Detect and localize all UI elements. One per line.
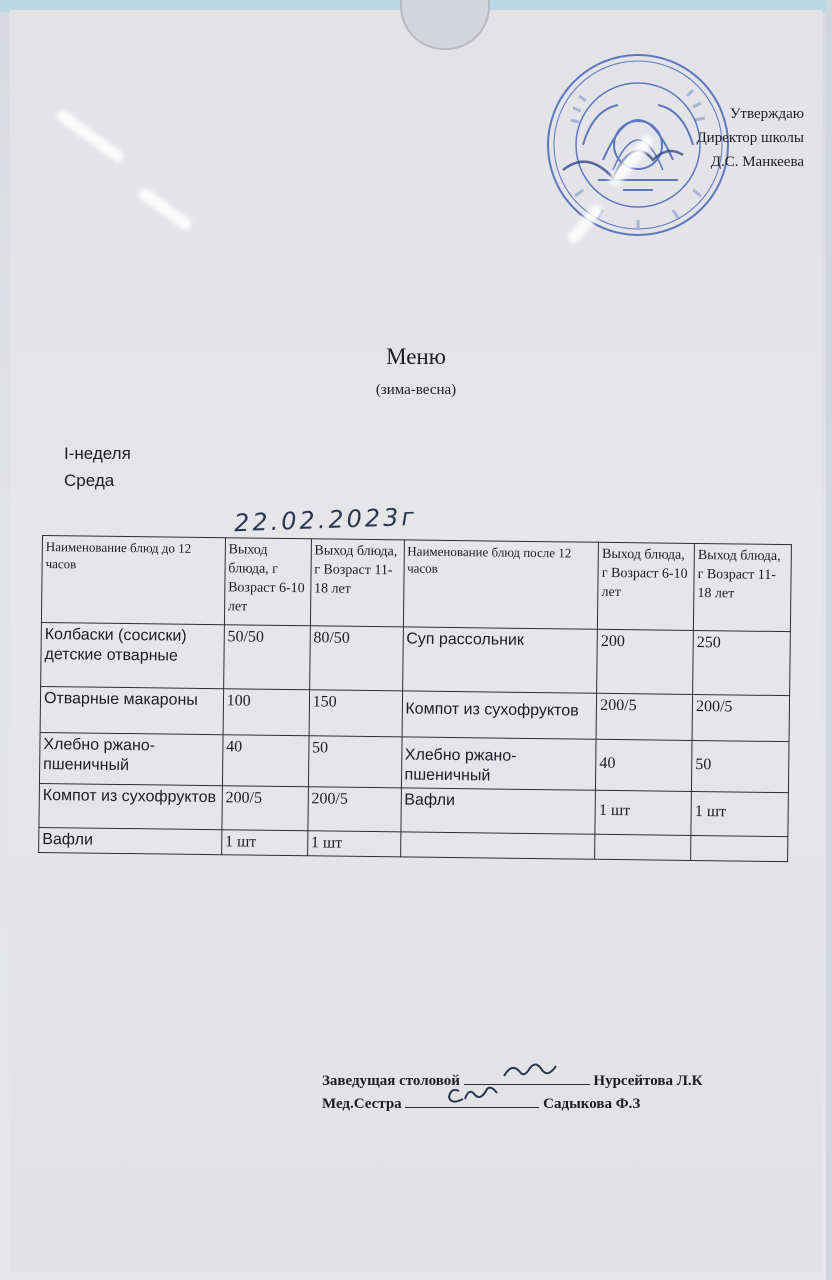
table-cell: 1 шт	[691, 791, 788, 836]
table-cell: Отварные макароны	[40, 686, 223, 734]
header-morning-yield-6-10: Выход блюда, г Возраст 6-10 лет	[224, 538, 311, 626]
menu-table	[38, 535, 792, 862]
table-cell: 50	[308, 736, 401, 788]
table-header-row	[41, 536, 791, 632]
handwritten-date: 22.02.2023г	[233, 502, 418, 538]
table-cell: 80/50	[309, 626, 403, 691]
table-cell: Компот из сухофруктов	[39, 783, 222, 829]
approval-block	[696, 102, 804, 174]
table-cell: Компот из сухофруктов	[402, 691, 597, 739]
table-cell: 200/5	[308, 787, 401, 832]
table-cell: 40	[222, 735, 309, 787]
table-cell: Вафли	[39, 827, 222, 854]
approval-name: Д.С. Манкеева	[710, 154, 804, 170]
header-afternoon-dish: Наименование блюд после 12 часов	[403, 540, 599, 629]
table-cell: 150	[309, 690, 402, 737]
page-title: Меню	[386, 344, 446, 369]
cafeteria-role: Заведущая столовой	[322, 1073, 460, 1089]
table-cell: 1 шт	[221, 830, 307, 856]
table-cell: 200	[597, 629, 694, 694]
table-cell: 1 шт	[595, 790, 691, 835]
table-cell: Суп рассольник	[402, 627, 597, 693]
header-morning-yield-11-18: Выход блюда, г Возраст 11-18 лет	[310, 539, 404, 627]
table-cell: 200/5	[692, 694, 789, 741]
table-cell: 1 шт	[307, 831, 400, 857]
table-cell: 40	[596, 739, 692, 791]
header-afternoon-yield-6-10: Выход блюда, г Возраст 6-10 лет	[598, 542, 695, 630]
table-cell: Колбаски (сосиски) детские отварные	[41, 622, 225, 688]
nurse-signature-row	[322, 1093, 703, 1116]
signature-line	[405, 1093, 539, 1108]
signature-block	[322, 1070, 703, 1116]
table-row	[39, 732, 789, 792]
day-label: Среда	[64, 471, 115, 490]
table-cell: 200/5	[596, 693, 692, 740]
table-cell: Хлебно ржано-пшеничный	[401, 737, 596, 790]
approval-director: Директор школы	[696, 130, 804, 146]
cafeteria-name: Нурсейтова Л.К	[593, 1073, 703, 1089]
table-cell: 50/50	[223, 625, 310, 690]
header-afternoon-yield-11-18: Выход блюда, г Возраст 11-18 лет	[693, 543, 791, 631]
week-label: I-неделя	[64, 444, 131, 463]
table-cell: 250	[693, 630, 791, 695]
table-cell: 100	[223, 689, 309, 736]
table-cell: Вафли	[400, 788, 595, 834]
table-cell	[400, 832, 595, 859]
table-row	[41, 622, 791, 695]
week-day-block	[64, 440, 131, 494]
table-cell: 50	[691, 740, 789, 792]
handwritten-signature	[405, 1079, 539, 1107]
table-cell	[691, 835, 788, 861]
nurse-name: Садыкова Ф.З	[543, 1096, 641, 1112]
table-cell: Хлебно ржано-пшеничный	[39, 732, 222, 785]
nurse-role: Мед.Сестра	[322, 1096, 402, 1112]
table-cell: 200/5	[222, 786, 308, 831]
header-morning-dish: Наименование блюд до 12 часов	[41, 536, 225, 625]
approval-line: Утверждаю	[729, 106, 804, 122]
table-cell	[595, 834, 691, 860]
page-subtitle: (зима-весна)	[375, 382, 457, 398]
sleeve-edge	[826, 0, 832, 1280]
